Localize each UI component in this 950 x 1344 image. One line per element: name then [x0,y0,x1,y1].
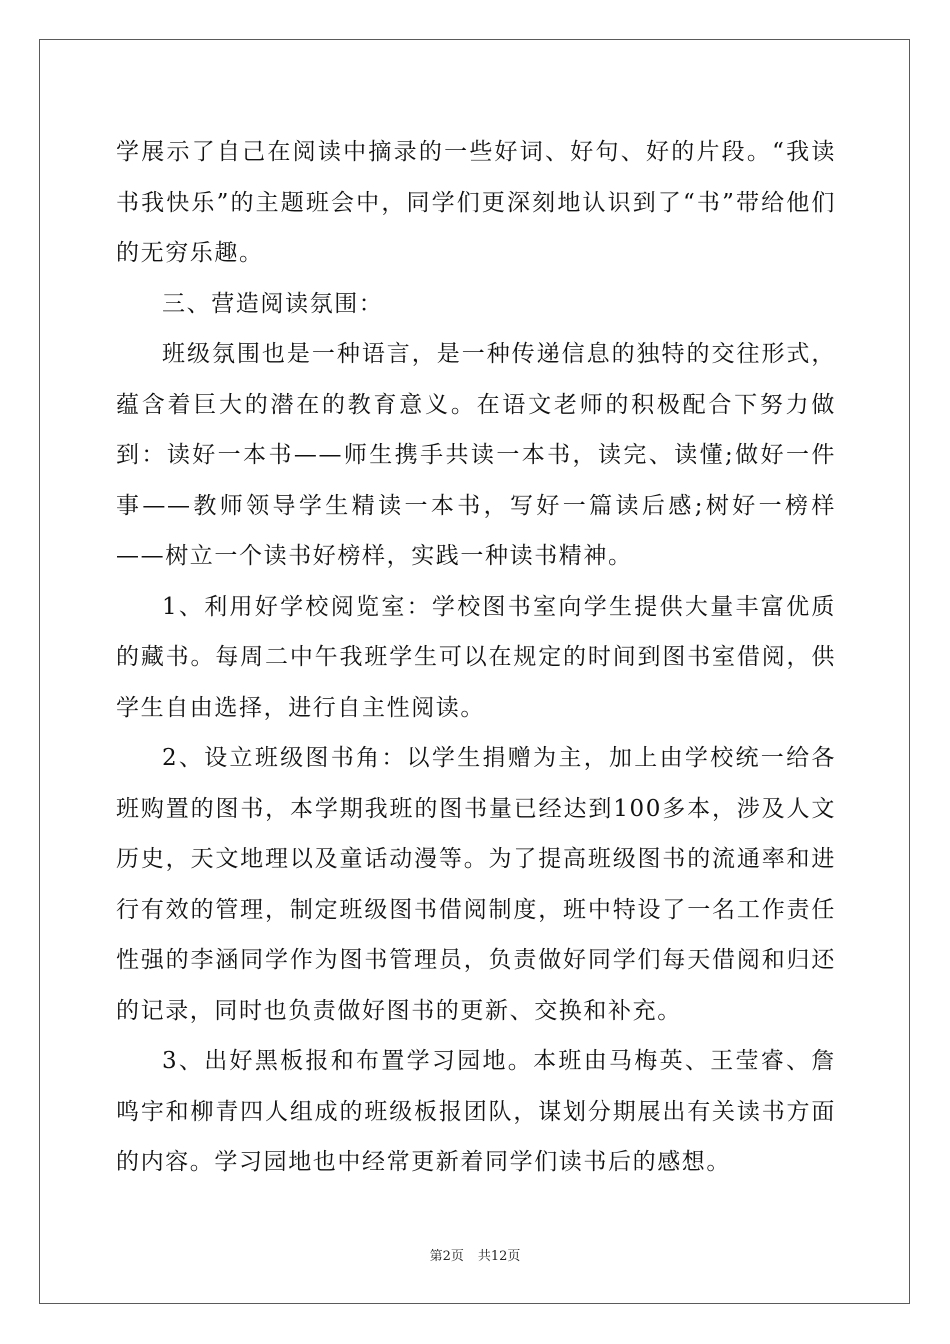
paragraph-continued: 学展示了自己在阅读中摘录的一些好词、好句、好的片段。“我读书我快乐”的主题班会中，同学们更深刻地认识到了“书”带给他们的无穷乐趣。 [116,139,836,266]
page-total: 共12页 [477,1249,521,1264]
list-item-2: 2、设立班级图书角：以学生捐赠为主，加上由学校统一给各班购置的图书，本学期我班的图书量已经达到100多本，涉及人文历史，天文地理以及童话动漫等。为了提高班级图书的流通率和进行有效的管理，制定班级图书借阅制度，班中特设了一名工作责任性强的李涵同学作为图书管理员，负责做好同学们每天借阅和归还的记录，同时也负责做好图书的更新、交换和补充。 [116,745,836,1024]
list-item-1: 1、利用好学校阅览室：学校图书室向学生提供大量丰富优质的藏书。每周二中午我班学生可以在规定的时间到图书室借阅，供学生自由选择，进行自主性阅读。 [116,593,836,721]
paragraph: 班级氛围也是一种语言，是一种传递信息的独特的交往形式，蕴含着巨大的潜在的教育意义。在语文老师的积极配合下努力做到：读好一本书——师生携手共读一本书，读完、读懂;做好一件事——教师领导学生精读一本书，写好一篇读后感;树好一榜样——树立一个读书好榜样，实践一种读书精神。 [116,341,836,569]
section-heading: 三、营造阅读氛围： [162,290,384,317]
document-body [116,127,836,1188]
page-footer [0,1248,950,1266]
page-number: 第2页 [429,1249,464,1264]
list-item-3: 3、出好黑板报和布置学习园地。本班由马梅英、王莹睿、詹鸣宇和柳青四人组成的班级板报团队，谋划分期展出有关读书方面的内容。学习园地也中经常更新着同学们读书后的感想。 [116,1048,836,1175]
